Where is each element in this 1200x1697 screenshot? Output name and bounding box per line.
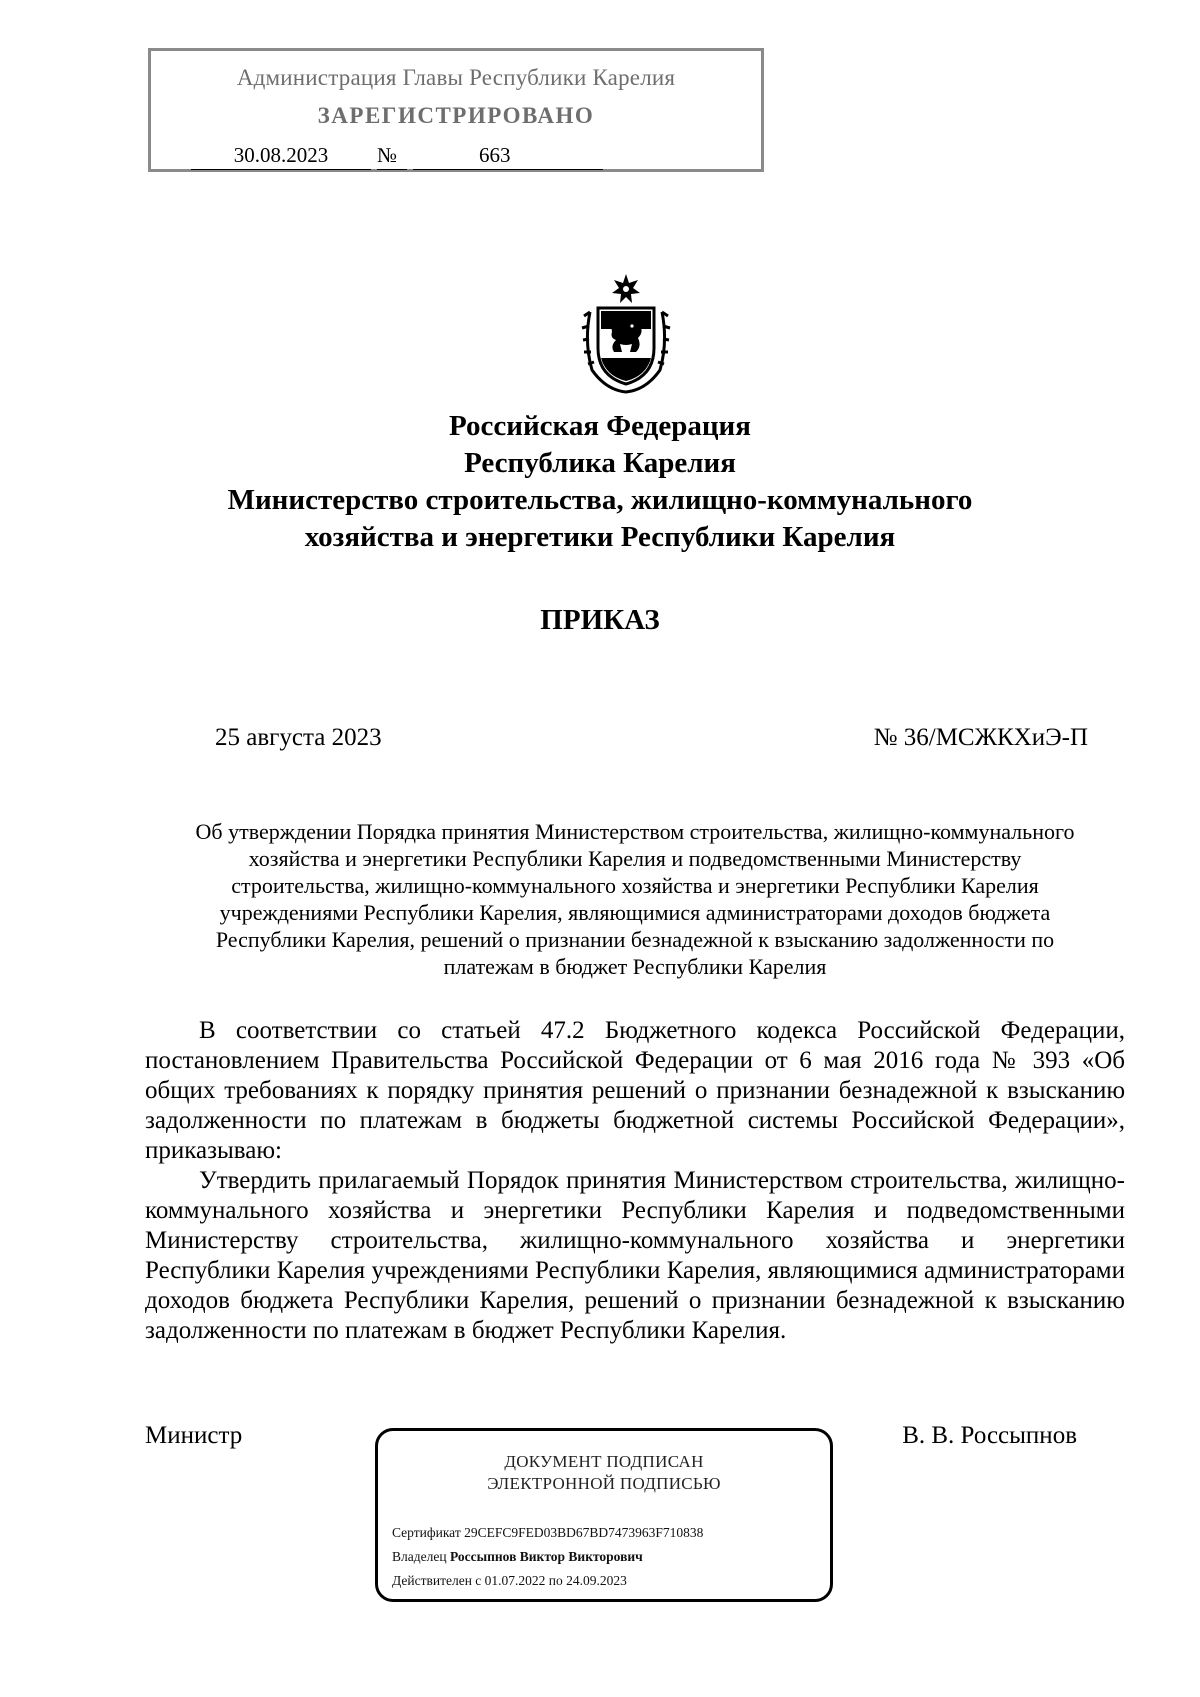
- valid-to-value: 24.09.2023: [566, 1573, 627, 1588]
- registration-stamp: [148, 48, 764, 172]
- document-type: ПРИКАЗ: [540, 604, 660, 636]
- e-signature-heading-line2: ЭЛЕКТРОННОЙ ПОДПИСЬЮ: [487, 1474, 721, 1493]
- document-number: № 36/МСЖКХиЭ-П: [873, 724, 1088, 751]
- certificate-value: 29CEFC9FED03BD67BD7473963F710838: [464, 1525, 704, 1540]
- header-republic: Республика Карелия: [464, 447, 736, 479]
- signatory-name: В. В. Россыпнов: [902, 1422, 1077, 1449]
- signatory-title: Министр: [145, 1422, 243, 1449]
- stamp-number: 663: [413, 143, 603, 170]
- body-paragraph-preamble: В соответствии со статьей 47.2 Бюджетного кодекса Российской Федерации, постановлением Правительства Российской Федерации от 6 мая 2016 года № 393 «Об общих требованиях к порядку принятия решений о признании безнадежной к взысканию задолженности по платежам в бюджеты бюджетной системы Российской Федерации», приказываю:: [145, 1017, 1125, 1164]
- e-signature-certificate-row: [392, 1521, 703, 1545]
- subject-line: учреждениями Республики Карелия, являющимися администраторами доходов бюджета: [219, 900, 1051, 925]
- subject-line: строительства, жилищно-коммунального хозяйства и энергетики Республики Карелия: [231, 873, 1039, 898]
- e-signature-validity-row: [392, 1569, 703, 1593]
- header-ministry-line2: хозяйства и энергетики Республики Карелия: [304, 521, 896, 553]
- electronic-signature-stamp: [375, 1428, 833, 1602]
- valid-from-value: 01.07.2022: [484, 1573, 546, 1588]
- certificate-label: Сертификат: [392, 1525, 461, 1540]
- body-paragraph-order: Утвердить прилагаемый Порядок принятия Министерством строительства, жилищно-коммунального хозяйства и энергетики Республики Карелия и подведомственными Министерству строительства, жилищно-коммунального хозяйства и энергетики Республики Карелия учреждениями Республики Карелия, являющимися администраторами доходов бюджета Республики Карелия, решений о признании безнадежной к взысканию задолженности по платежам в бюджет Республики Карелия.: [145, 1167, 1125, 1344]
- stamp-organization: Администрация Главы Республики Карелия: [236, 65, 676, 90]
- subject-line: Республики Карелия, решений о признании безнадежной к взысканию задолженности по: [215, 927, 1055, 952]
- stamp-number-sign: №: [377, 143, 407, 170]
- stamp-date: 30.08.2023: [191, 143, 371, 170]
- owner-value: Россыпнов Виктор Викторович: [449, 1549, 643, 1564]
- stamp-status: ЗАРЕГИСТРИРОВАНО: [317, 103, 595, 128]
- e-signature-heading: [378, 1451, 830, 1495]
- subject-line: Об утверждении Порядка принятия Министерством строительства, жилищно-коммунального: [195, 819, 1075, 844]
- karelia-coat-of-arms-icon: [580, 272, 672, 394]
- document-date: 25 августа 2023: [215, 724, 382, 751]
- subject-line: хозяйства и энергетики Республики Карелия и подведомственными Министерству: [248, 846, 1022, 871]
- owner-label: Владелец: [392, 1549, 447, 1564]
- document-header: [0, 408, 1200, 556]
- e-signature-details: [392, 1521, 703, 1593]
- e-signature-heading-line1: ДОКУМЕНТ ПОДПИСАН: [504, 1452, 704, 1471]
- document-body: [145, 1016, 1125, 1346]
- valid-to-label: по: [548, 1573, 563, 1588]
- e-signature-owner-row: [392, 1545, 703, 1569]
- document-subject: [140, 818, 1130, 980]
- header-ministry-line1: Министерство строительства, жилищно-коммунального: [227, 484, 973, 516]
- valid-from-label: Действителен с: [392, 1573, 482, 1588]
- subject-line: платежам в бюджет Республики Карелия: [443, 954, 827, 979]
- header-country: Российская Федерация: [449, 410, 751, 442]
